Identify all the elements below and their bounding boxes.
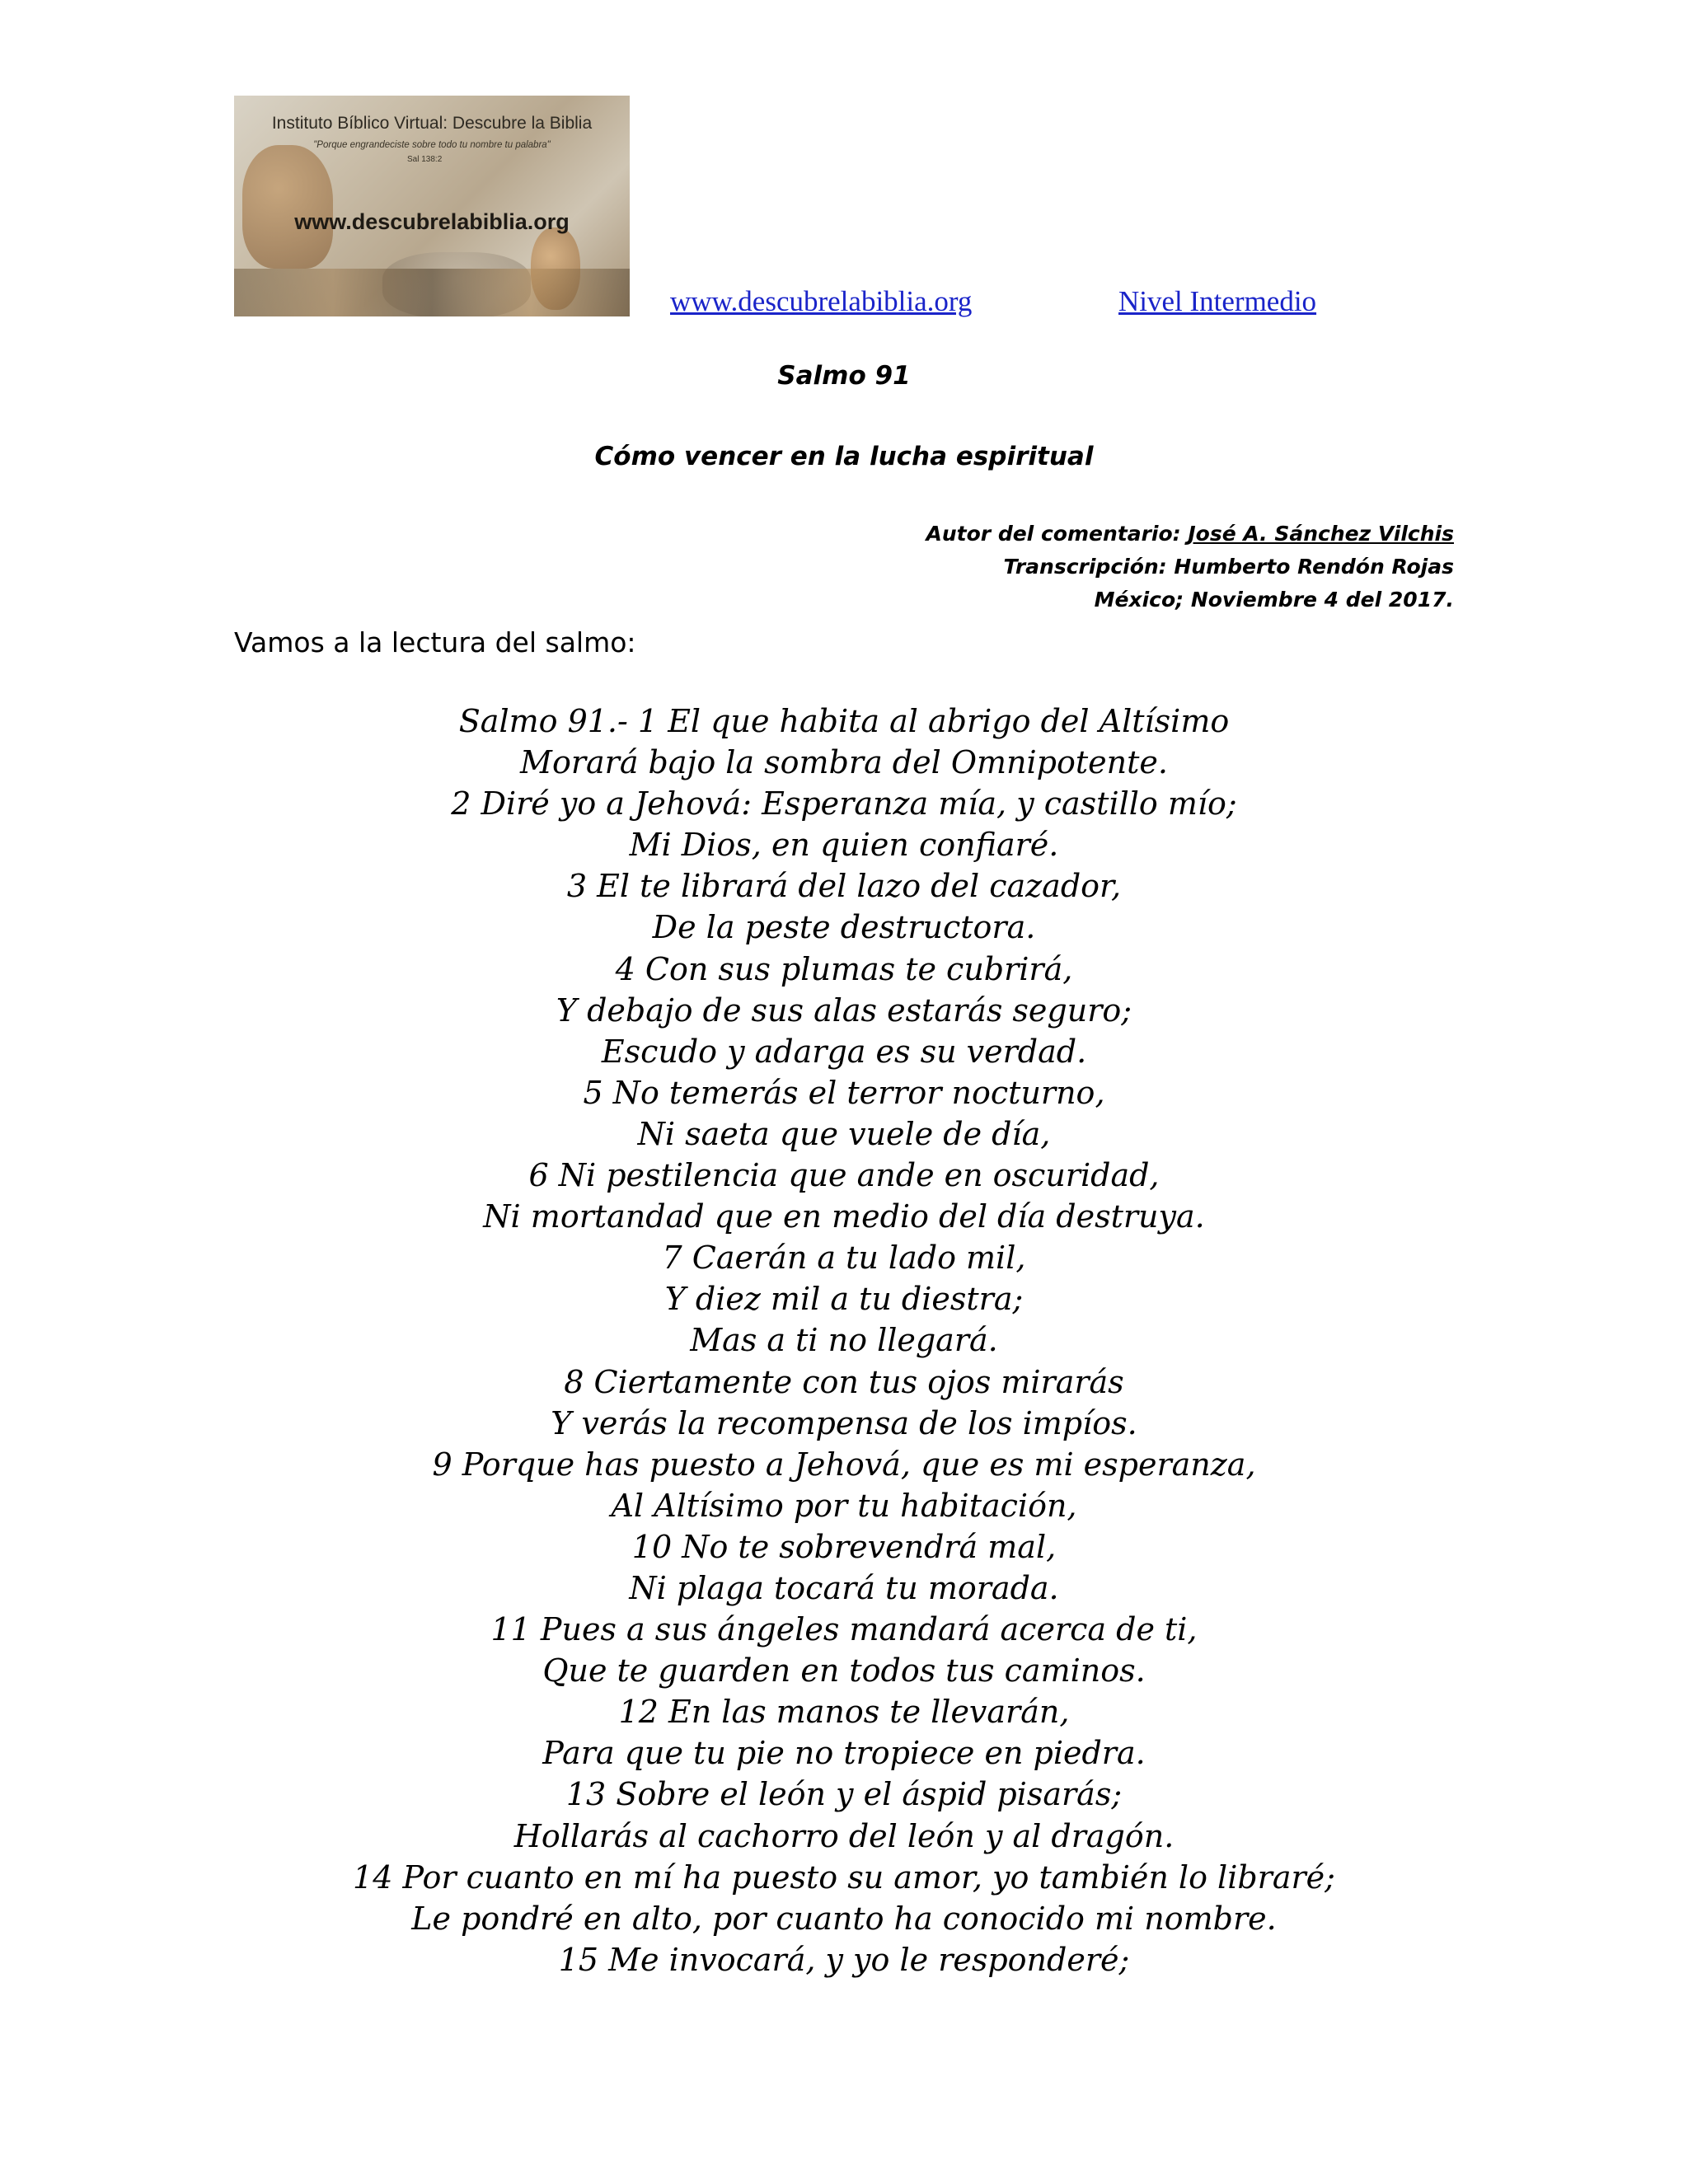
psalm-line: Que te guarden en todos tus caminos. — [542, 1652, 1146, 1690]
psalm-line: 6 Ni pestilencia que ande en oscuridad, — [528, 1157, 1160, 1194]
psalm-line: 14 Por cuanto en mí ha puesto su amor, yo también lo libraré; — [353, 1858, 1335, 1896]
psalm-line: 5 No temerás el terror nocturno, — [583, 1074, 1105, 1111]
banner-reference: Sal 138:2 — [407, 155, 443, 164]
psalm-line: 15 Me invocará, y yo le responderé; — [558, 1941, 1130, 1978]
psalm-line: Y diez mil a tu diestra; — [664, 1281, 1024, 1318]
psalm-line: Mas a ti no llegará. — [690, 1322, 998, 1359]
banner-title: Instituto Bíblico Virtual: Descubre la Biblia — [271, 114, 593, 133]
psalm-line: Morará bajo la sombra del Omnipotente. — [520, 744, 1168, 781]
psalm-line: Ni saeta que vuele de día, — [637, 1115, 1051, 1152]
psalm-line: Hollarás al cachorro del león y al dragón. — [513, 1817, 1175, 1854]
transcription-credit: Transcripción: Humberto Rendón Rojas — [1003, 555, 1454, 579]
psalm-line: 10 No te sobrevendrá mal, — [631, 1528, 1057, 1565]
psalm-line: De la peste destructora. — [652, 909, 1036, 946]
site-link[interactable]: www.descubrelabiblia.org — [670, 285, 973, 317]
psalm-line: Le pondré en alto, por cuanto ha conocido mi nombre. — [411, 1900, 1277, 1937]
psalm-line: 13 Sobre el león y el áspid pisarás; — [565, 1776, 1123, 1813]
psalm-line: Para que tu pie no tropiece en piedra. — [542, 1735, 1146, 1772]
psalm-line: 11 Pues a sus ángeles mandará acerca de ti, — [490, 1611, 1198, 1648]
psalm-text — [0, 701, 1688, 1980]
psalm-line: Y verás la recompensa de los impíos. — [551, 1404, 1137, 1441]
author-name: José A. Sánchez Vilchis — [1188, 522, 1454, 546]
psalm-line: 4 Con sus plumas te cubrirá, — [615, 950, 1073, 987]
level-link[interactable]: Nivel Intermedio — [1118, 285, 1317, 317]
psalm-line: Ni plaga tocará tu morada. — [629, 1569, 1059, 1606]
psalm-line: 9 Porque has puesto a Jehová, que es mi esperanza, — [432, 1446, 1256, 1483]
banner-artifact-jar — [242, 145, 333, 269]
banner-quote: "Porque engrandeciste sobre todo tu nombre tu palabra" — [313, 140, 551, 150]
author-label: Autor del comentario: — [926, 522, 1189, 546]
document-subtitle: Cómo vencer en la lucha espiritual — [594, 442, 1094, 471]
author-credit — [926, 522, 1454, 546]
place-date: México; Noviembre 4 del 2017. — [1094, 588, 1454, 612]
psalm-line: 2 Diré yo a Jehová: Esperanza mía, y castillo mío; — [451, 785, 1237, 823]
psalm-line: Mi Dios, en quien confiaré. — [629, 827, 1059, 864]
psalm-line: Salmo 91.- 1 El que habita al abrigo del Altísimo — [458, 703, 1230, 739]
banner-url: www.descubrelabiblia.org — [294, 209, 570, 234]
psalm-line: Escudo y adarga es su verdad. — [601, 1033, 1087, 1070]
psalm-line: Al Altísimo por tu habitación, — [611, 1487, 1077, 1524]
psalm-line: 12 En las manos te llevarán, — [618, 1694, 1070, 1731]
psalm-line: 8 Ciertamente con tus ojos mirarás — [564, 1363, 1124, 1400]
psalm-line: Ni mortandad que en medio del día destruya. — [483, 1198, 1205, 1235]
document-title: Salmo 91 — [777, 361, 911, 391]
psalm-line: Y debajo de sus alas estarás seguro; — [556, 991, 1132, 1029]
logo-banner — [234, 96, 630, 316]
banner-artifacts-strip — [234, 269, 630, 316]
psalm-line: 3 El te librará del lazo del cazador, — [566, 868, 1122, 905]
intro-text: Vamos a la lectura del salmo: — [234, 626, 636, 658]
psalm-line: 7 Caerán a tu lado mil, — [662, 1240, 1026, 1277]
